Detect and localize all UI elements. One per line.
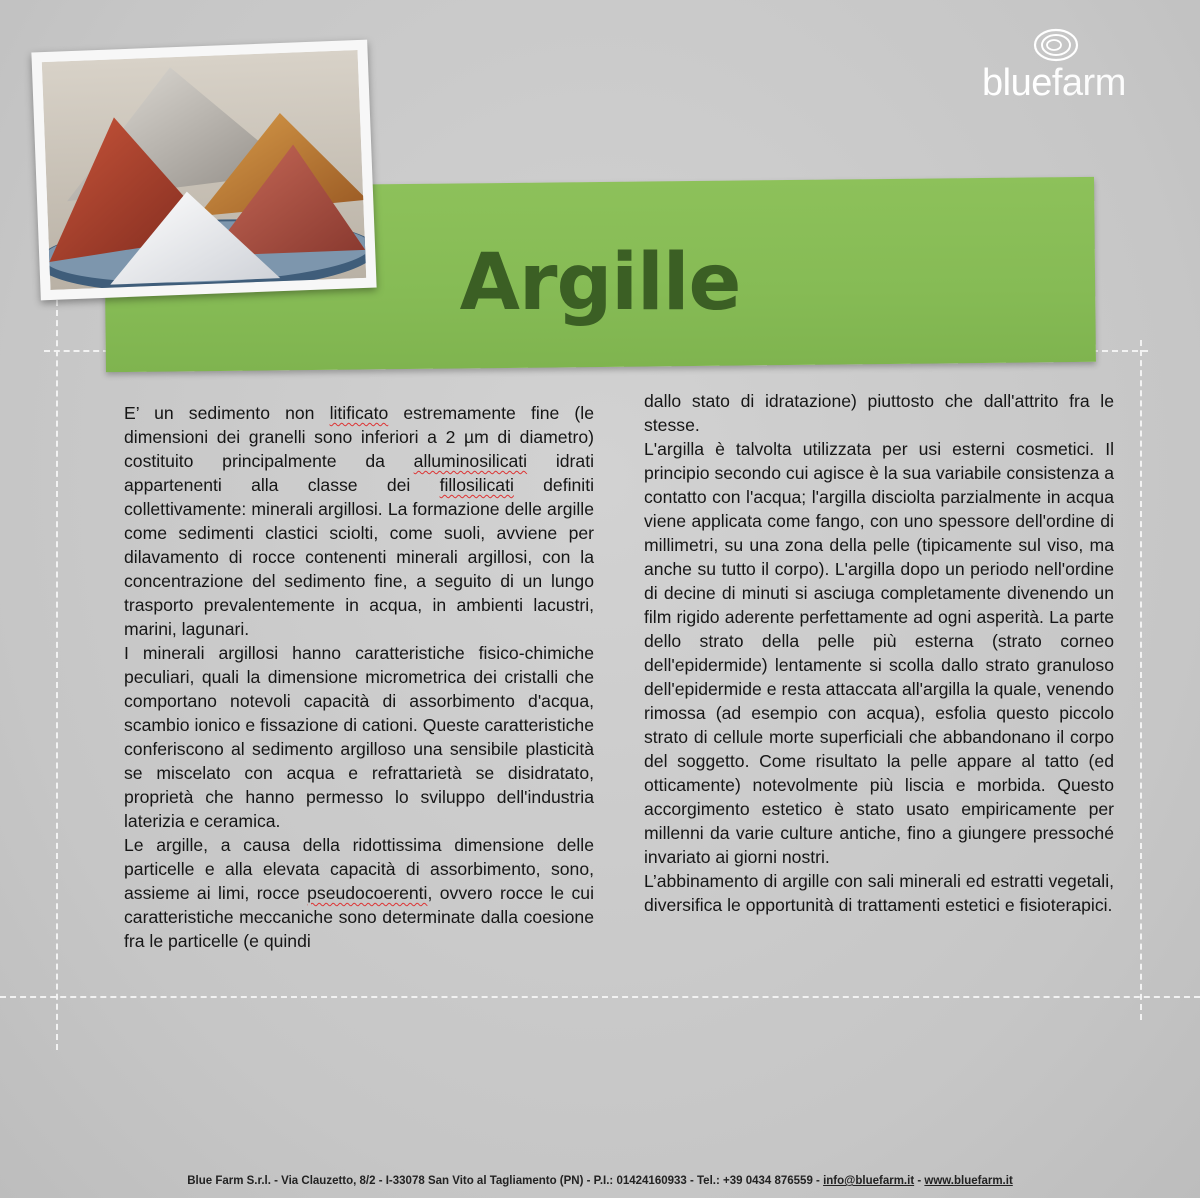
brand-name-blue: blue — [982, 62, 1052, 104]
stitch-right — [1140, 340, 1142, 1020]
footer-separator: - — [914, 1175, 925, 1187]
footer — [0, 1175, 1200, 1187]
left-text-column — [124, 401, 594, 953]
paragraph-text: definiti collettivamente: minerali argillosi. La formazione delle argille come sedimenti clastici sciolti, come suoli, avviene per dilavamento di rocce contenenti minerali argillosi, con la concentrazione del sedimento fine, a seguito di un lungo trasporto prevalentemente in acqua, in ambienti lacustri, marini, lagunari. — [124, 475, 595, 639]
page-title: Argille — [459, 238, 741, 328]
bluefarm-logo — [982, 26, 1142, 106]
right-paragraph: L'argilla è talvolta utilizzata per usi esterni cosmetici. Il principio secondo cui agisce è la sua variabile consistenza a contatto con l'acqua; l'argilla disciolta parzialmente in acqua viene applicata come fango, con uno spessore dell'ordine di millimetri, su una zona della pelle (tipicamente sul viso, ma anche su tutto il corpo). L'argilla dopo un periodo nell'ordine di decine di minuti si asciuga completamente divenendo un film rigido aderente perfettamente ad ogni asperità. La parte dello strato della pelle più esterna (strato corneo dell'epidermide) lentamente si scolla dallo strato granuloso dell'epidermide e resta attaccata all'argilla la quale, venendo rimossa (ad esempio con acqua), esfolia questo piccolo strato di cellule morte superficiali che abbandonano il corpo del soggetto. Come risultato la pelle appare al tatto (ed otticamente) notevolmente più liscia e morbida. Questo accorgimento estetico è stato usato empiricamente per millenni da varie culture antiche, fino a giungere pressoché invariato ai giorni nostri. — [644, 439, 1114, 867]
right-text-column — [644, 389, 1114, 917]
underlined-word: litificato — [329, 403, 389, 423]
right-paragraph: dallo stato di idratazione) piuttosto che dall'attrito fra le stesse. — [644, 391, 1114, 435]
underlined-word: alluminosilicati — [413, 451, 528, 471]
stitch-bottom — [0, 996, 1200, 998]
stitch-left — [56, 300, 58, 1050]
left-paragraph — [124, 401, 594, 641]
left-paragraph — [124, 641, 594, 833]
clay-powders-image — [42, 50, 367, 290]
bluefarm-logo-icon — [1032, 26, 1080, 64]
stitch-top-left — [44, 350, 109, 352]
underlined-word: fillosilicati — [439, 475, 514, 495]
paragraph-text: , ovvero rocce le cui caratteristiche meccaniche sono determinate dalla coesione fra le particelle (e quindi — [124, 883, 594, 951]
footer-email-link[interactable]: info@bluefarm.it — [823, 1175, 915, 1187]
underlined-word: pseudocoerenti — [307, 883, 428, 903]
left-paragraph — [124, 833, 594, 953]
paragraph-text: Le argille, a causa della ridottissima dimensione delle particelle e alla elevata capacità di assorbimento, sono, assieme ai limi, rocce — [124, 835, 594, 903]
brand-name-farm: farm — [1051, 62, 1126, 104]
footer-text: Blue Farm S.r.l. - Via Clauzetto, 8/2 - I-33078 San Vito al Tagliamento (PN) - P.I.: 01424160933 - Tel.: +39 0434 876559 - — [187, 1175, 824, 1187]
clay-powders-photo — [31, 40, 376, 301]
paragraph-text: estremamente fine (le dimensioni dei granelli sono inferiori a 2 µm di diametro) costituito principalmente da — [124, 403, 594, 471]
paragraph-text: I minerali argillosi hanno caratteristiche fisico-chimiche peculiari, quali la dimensione micrometrica dei cristalli che comportano notevoli capacità di assorbimento d'acqua, scambio ionico e fissazione di cationi. Queste caratteristiche conferiscono al sedimento argilloso una sensibile plasticità se miscelato con acqua e refrattarietà se disidratato, proprietà che hanno permesso lo sviluppo dell'industria laterizia e ceramica. — [124, 643, 594, 831]
paragraph-text: E’ un sedimento non — [124, 403, 330, 423]
paragraph-text: idrati appartenenti alla classe dei — [124, 451, 594, 495]
footer-website-link[interactable]: www.bluefarm.it — [924, 1175, 1013, 1187]
right-paragraph: L’abbinamento di argille con sali minerali ed estratti vegetali, diversifica le opportunità di trattamenti estetici e fisioterapici. — [644, 871, 1114, 915]
brand-name — [982, 62, 1126, 105]
